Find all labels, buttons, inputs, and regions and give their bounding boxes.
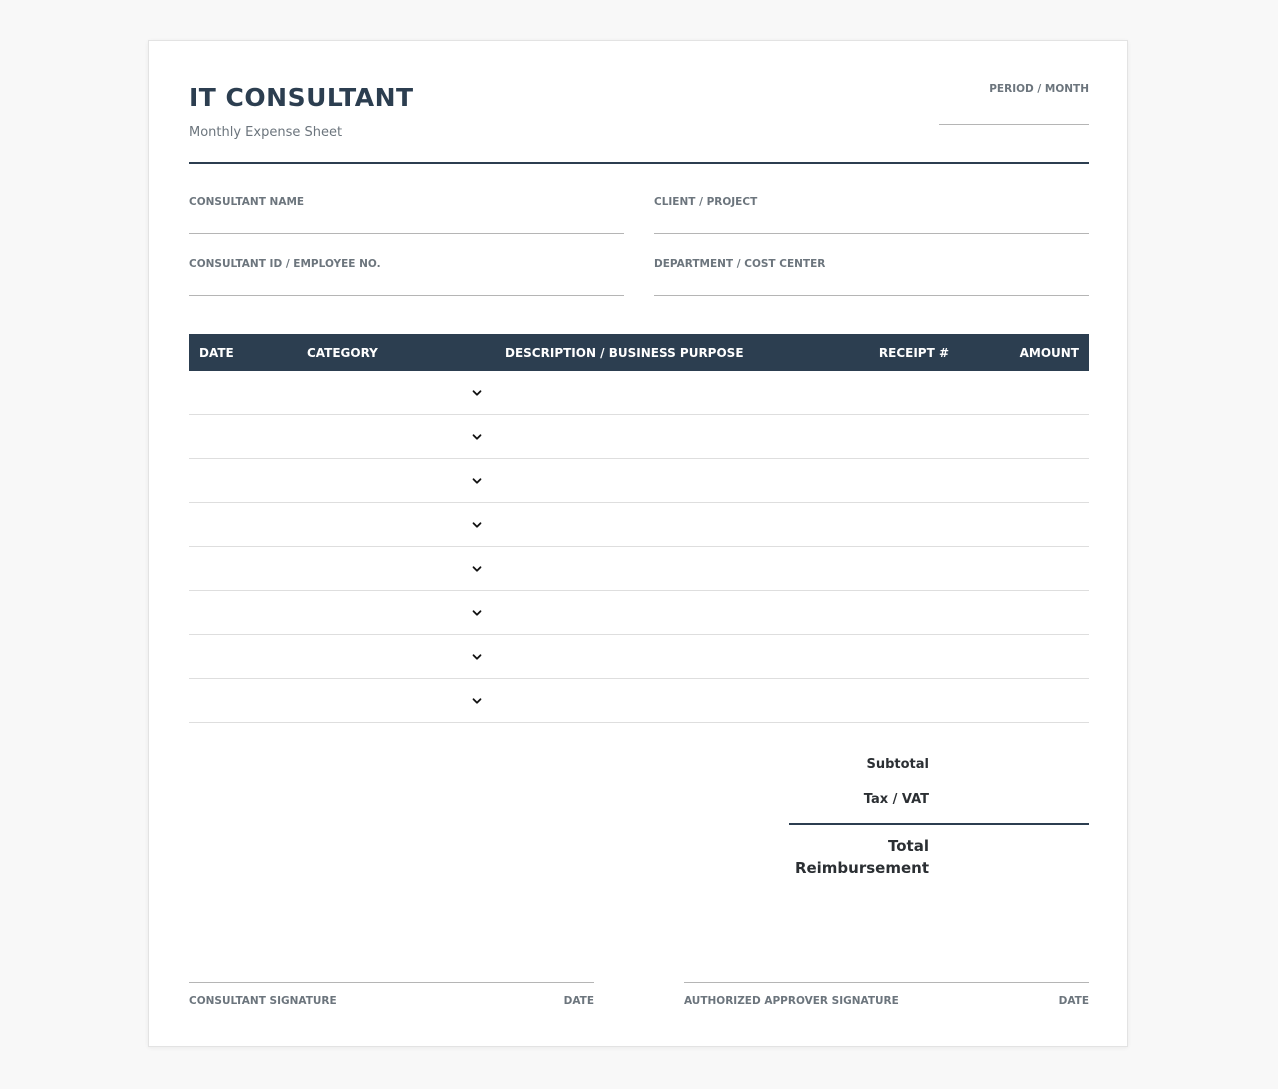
period-label: PERIOD / MONTH <box>989 83 1089 95</box>
table-row <box>189 459 1089 503</box>
receipt-cell[interactable] <box>837 503 969 547</box>
col-header-amount: AMOUNT <box>969 334 1089 371</box>
amount-cell[interactable] <box>969 635 1089 679</box>
department-field[interactable] <box>654 258 1089 296</box>
chevron-down-icon <box>471 431 483 443</box>
category-select[interactable] <box>297 459 495 503</box>
expense-rows <box>189 371 1089 723</box>
amount-cell[interactable] <box>969 591 1089 635</box>
date-cell[interactable] <box>189 415 297 459</box>
consultant-id-input[interactable] <box>189 295 624 296</box>
consultant-name-label: CONSULTANT NAME <box>189 196 305 208</box>
table-row <box>189 679 1089 723</box>
expense-table <box>189 334 1089 723</box>
table-row <box>189 503 1089 547</box>
subtotal-row <box>789 753 1089 788</box>
subtotal-label: Subtotal <box>866 757 929 772</box>
table-row <box>189 635 1089 679</box>
col-header-date: DATE <box>189 334 297 371</box>
date-cell[interactable] <box>189 591 297 635</box>
table-row <box>189 547 1089 591</box>
consultant-date-label: DATE <box>563 995 594 1007</box>
category-select[interactable] <box>297 547 495 591</box>
amount-cell[interactable] <box>969 371 1089 415</box>
total-label <box>789 835 929 879</box>
category-select[interactable] <box>297 635 495 679</box>
consultant-name-field[interactable] <box>189 196 624 234</box>
date-cell[interactable] <box>189 371 297 415</box>
date-cell[interactable] <box>189 547 297 591</box>
tax-row <box>789 788 1089 823</box>
total-label-line2: Reimbursement <box>794 859 929 877</box>
approver-signature-line[interactable] <box>684 982 1089 1013</box>
client-project-field[interactable] <box>654 196 1089 234</box>
category-select[interactable] <box>297 415 495 459</box>
consultant-name-input[interactable] <box>189 233 624 234</box>
client-project-label: CLIENT / PROJECT <box>654 196 758 208</box>
receipt-cell[interactable] <box>837 459 969 503</box>
chevron-down-icon <box>471 475 483 487</box>
department-input[interactable] <box>654 295 1089 296</box>
chevron-down-icon <box>471 695 483 707</box>
amount-cell[interactable] <box>969 503 1089 547</box>
col-header-receipt: RECEIPT # <box>837 334 969 371</box>
chevron-down-icon <box>471 563 483 575</box>
expense-sheet <box>148 40 1128 1047</box>
consultant-id-field[interactable] <box>189 258 624 296</box>
description-cell[interactable] <box>495 415 837 459</box>
amount-cell[interactable] <box>969 415 1089 459</box>
description-cell[interactable] <box>495 459 837 503</box>
receipt-cell[interactable] <box>837 635 969 679</box>
col-header-category: CATEGORY <box>297 334 495 371</box>
description-cell[interactable] <box>495 679 837 723</box>
category-select[interactable] <box>297 371 495 415</box>
chevron-down-icon <box>471 651 483 663</box>
table-row <box>189 591 1089 635</box>
department-label: DEPARTMENT / COST CENTER <box>654 258 826 270</box>
approver-signature-label: AUTHORIZED APPROVER SIGNATURE <box>684 995 899 1007</box>
total-row <box>789 825 1089 885</box>
category-select[interactable] <box>297 591 495 635</box>
tax-label: Tax / VAT <box>863 792 929 807</box>
table-row <box>189 415 1089 459</box>
page-subtitle: Monthly Expense Sheet <box>189 125 343 140</box>
receipt-cell[interactable] <box>837 679 969 723</box>
amount-cell[interactable] <box>969 547 1089 591</box>
chevron-down-icon <box>471 519 483 531</box>
amount-cell[interactable] <box>969 679 1089 723</box>
description-cell[interactable] <box>495 547 837 591</box>
col-header-description: DESCRIPTION / BUSINESS PURPOSE <box>495 334 837 371</box>
period-input-line[interactable] <box>939 124 1089 125</box>
description-cell[interactable] <box>495 503 837 547</box>
receipt-cell[interactable] <box>837 371 969 415</box>
consultant-signature-label: CONSULTANT SIGNATURE <box>189 995 337 1007</box>
date-cell[interactable] <box>189 635 297 679</box>
table-row <box>189 371 1089 415</box>
period-field[interactable] <box>939 83 1089 125</box>
consultant-signature-line[interactable] <box>189 982 594 1013</box>
description-cell[interactable] <box>495 591 837 635</box>
consultant-id-label: CONSULTANT ID / EMPLOYEE NO. <box>189 258 381 270</box>
approver-date-label: DATE <box>1058 995 1089 1007</box>
page-title: IT CONSULTANT <box>189 83 414 112</box>
client-project-input[interactable] <box>654 233 1089 234</box>
description-cell[interactable] <box>495 635 837 679</box>
category-select[interactable] <box>297 503 495 547</box>
amount-cell[interactable] <box>969 459 1089 503</box>
date-cell[interactable] <box>189 459 297 503</box>
receipt-cell[interactable] <box>837 591 969 635</box>
category-select[interactable] <box>297 679 495 723</box>
total-label-line1: Total <box>888 837 929 855</box>
totals-block <box>789 753 1089 885</box>
date-cell[interactable] <box>189 503 297 547</box>
receipt-cell[interactable] <box>837 415 969 459</box>
receipt-cell[interactable] <box>837 547 969 591</box>
chevron-down-icon <box>471 387 483 399</box>
date-cell[interactable] <box>189 679 297 723</box>
description-cell[interactable] <box>495 371 837 415</box>
header-divider <box>189 162 1089 164</box>
table-header-row <box>189 334 1089 371</box>
chevron-down-icon <box>471 607 483 619</box>
